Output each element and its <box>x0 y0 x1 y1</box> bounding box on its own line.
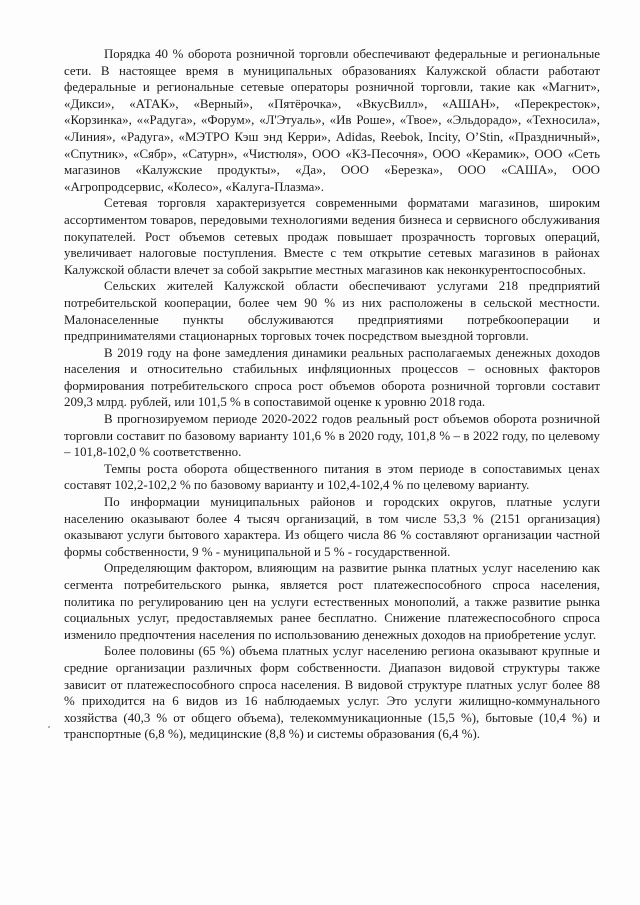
paragraph-network-trade: Сетевая торговля характеризуется современными форматами магазинов, широким ассортиментом товаров, передовыми технологиями ведения бизнеса и сервисного обслуживания покупателей. Рост объемов сетевых продаж повышает прозрачность торговых операций, увеличивает налоговые поступления. Вместе с тем открытие сетевых магазинов в районах Калужской области влечет за собой закрытие местных магазинов как неконкурентоспособных. <box>64 196 600 277</box>
paragraph-services-structure: Более половины (65 %) объема платных услуг населению региона оказывают крупные и средние организации различных форм собственности. Диапазон видовой структуры также зависит от платежеспособного спроса населения. В видовой структуре платных услуг более 88 % приходится на 6 видов из 16 наблюдаемых услуг. Это услуги жилищно-коммунального хозяйства (40,3 % от общего объема), телекоммуникационные (15,5 %), бытовые (10,4 %) и транспортные (6,8 %), медицинские (8,8 %) и системы образования (6,4 %). <box>64 644 600 742</box>
document-body <box>64 46 600 743</box>
paragraph-determining-factor: Определяющим фактором, влияющим на развитие рынка платных услуг населению как сегмента потребительского рынка, является рост платежеспособного спроса населения, политика по регулированию цен на услуги естественных монополий, а также развитие рынка социальных услуг, предоставляемых ранее бесплатно. Снижение платежеспособного спроса изменило предпочтения населения по использованию денежных доходов на приобретение услуг. <box>64 561 600 642</box>
paragraph-2019-turnover: В 2019 году на фоне замедления динамики реальных располагаемых денежных доходов населения и относительно стабильных инфляционных процессов – основных факторов формирования потребительского спроса рост объемов оборота розничной торговли составит 209,3 млрд. рублей, или 101,5 % в сопоставимой оценке к уровню 2018 года. <box>64 345 600 410</box>
paragraph-forecast-2020-2022: В прогнозируемом периоде 2020-2022 годов реальный рост объемов оборота розничной торговли составит по базовому варианту 101,6 % в 2020 году, 101,8 % – в 2022 году, по целевому – 101,8-102,0 % соответственно. <box>64 412 600 460</box>
paragraph-paid-services-organizations: По информации муниципальных районов и городских округов, платные услуги населению оказывают более 4 тысяч организаций, в том числе 53,3 % (2151 организация) оказывают услуги бытового характера. Из общего числа 86 % составляют организации частной формы собственности, 9 % - муниципальной и 5 % - государственной. <box>64 495 600 559</box>
paragraph-catering-growth: Темпы роста оборота общественного питания в этом периоде в сопоставимых ценах составят 102,2-102,2 % по базовому варианту и 102,4-102,4 % по целевому варианту. <box>64 461 600 493</box>
scan-speck <box>48 726 50 728</box>
paragraph-retail-networks: Порядка 40 % оборота розничной торговли обеспечивают федеральные и региональные сети. В настоящее время в муниципальных образованиях Калужской области работают федеральные и региональные сетевые операторы розничной торговли, такие как «Магнит», «Дикси», «АТАК», «Верный», «Пятёрочка», «ВкусВилл», «АШАН», «Перекресток», «Корзинка», ««Радуга», «Форум», «Л'Этуаль», «Ив Роше», «Твое», «Эльдорадо», «Техносила», «Линия», «Радуга», «МЭТРО Кэш энд Керри», Adidas, Reebok, Incity, O’Stin, «Праздничный», «Спутник», «Сябр», «Сатурн», «Чистюля», ООО «КЗ-Песочня», ООО «Керамик», ООО «Сеть магазинов «Калужские продукты», «Да», ООО «Березка», ООО «САША», ООО «Агропродсервис, «Колесо», «Калуга-Плазма». <box>64 47 600 194</box>
paragraph-rural-cooperation: Сельских жителей Калужской области обеспечивают услугами 218 предприятий потребительской кооперации, более чем 90 % из них расположены в сельской местности. Малонаселенные пункты обслуживаются предприятиями потребкооперации и предпринимателями стационарных торговых точек посредством выездной торговли. <box>64 279 600 344</box>
